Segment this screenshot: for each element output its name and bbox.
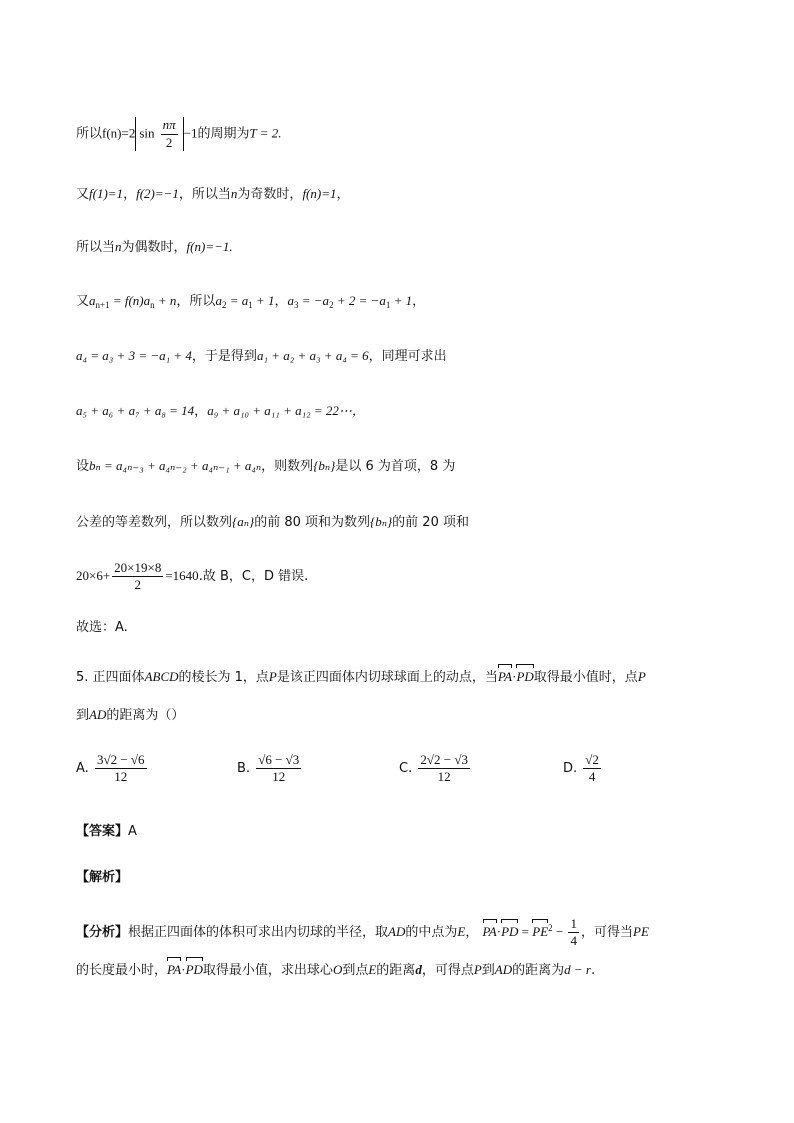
line-sums: a₅ + a₆ + a₇ + a₈ = 14，a₉ + a₁₀ + a₁₁ + a₁₂ = 22⋯， (76, 403, 365, 419)
line-even: 所以当n为偶数时，f(n)=−1. (76, 239, 233, 255)
line-odd: 又f(1)=1，f(2)=−1，所以当n为奇数时，f(n)=1， (76, 186, 350, 202)
line-period: 所以f(n)=2 sin $\frac{n\pi}{2}$ −1的周期为T = 2. (76, 117, 282, 150)
line-a4: a₄ = a₃ + 3 = −a₁ + 4，于是得到a₁ + a₂ + a₃ + a₄ = 6，同理可求出 (76, 348, 447, 364)
fraction: $\frac{n\pi}{2}$ (162, 117, 176, 150)
line-bn: 设bₙ = a₄ₙ₋₃ + a₄ₙ₋₂ + a₄ₙ₋₁ + a₄ₙ，则数列{bₙ}是以 6 为首项，8 为 (76, 458, 456, 474)
fraction: $\frac{20\times 19\times 8}{2}$ (114, 560, 162, 592)
question-5-line1: 5. 正四面体ABCD的棱长为 1，点P是该正四面体内切球球面上的动点，当PA·PD取得最小值时，点P (76, 669, 646, 685)
question-5-line2: 到AD的距离为（） (76, 707, 185, 723)
option-d[interactable]: D. $\frac{√2}{4}$ (563, 752, 599, 784)
abs-value: sin $\frac{n\pi}{2}$ (135, 117, 183, 151)
option-c[interactable]: C. $\frac{2√2 - √3}{12}$ (399, 752, 468, 784)
vector-pd: PD (186, 960, 203, 980)
fraction: $\frac{3√2 - √6}{12}$ (96, 752, 145, 784)
vector-pa: PA (483, 922, 497, 942)
line-arith: 公差的等差数列，所以数列{aₙ}的前 80 项和为数列{bₙ}的前 20 项和 (76, 514, 469, 530)
vector-pa: PA (167, 960, 181, 980)
vector-pd: PD (516, 667, 533, 687)
fraction: $\frac{√6 - √3}{12}$ (258, 752, 300, 784)
line-choice: 故选：A. (76, 620, 128, 635)
vector-pe: PE (532, 922, 548, 942)
fraction: $\frac{√2}{4}$ (585, 752, 599, 784)
option-b[interactable]: B. $\frac{√6 - √3}{12}$ (237, 752, 300, 784)
fraction: $\frac{2√2 - √3}{12}$ (420, 752, 468, 784)
option-a[interactable]: A. $\frac{3√2 - √6}{12}$ (76, 752, 145, 784)
fenxi-line2: 的长度最小时，PA·PD取得最小值，求出球心O到点E的距离d，可得点P到AD的距离为d − r. (76, 962, 596, 978)
vector-pd: PD (501, 922, 518, 942)
fenxi-line1: 【分析】根据正四面体的体积可求出内切球的半径，取AD的中点为E， $PA\cdot PD = PE^2$ − $\frac{1}{4}$ ，可得当PE (76, 916, 649, 948)
fraction: $\frac{1}{4}$ (570, 916, 577, 948)
answer-line: 【答案】A (76, 824, 137, 839)
analysis-heading: 【解析】 (76, 870, 129, 885)
line-recurrence: 又$a_{n+1} = f(n)a_n + n$，所以$a_2 = a_1 + 1$，$a_3 = -a_2 + 2 = -a_1 + 1$， (76, 293, 426, 310)
line-total: 20×6+ $\frac{20\times 19\times 8}{2}$ =1640.故 B，C，D 错误. (76, 560, 309, 592)
vector-pa: PA (498, 667, 512, 687)
